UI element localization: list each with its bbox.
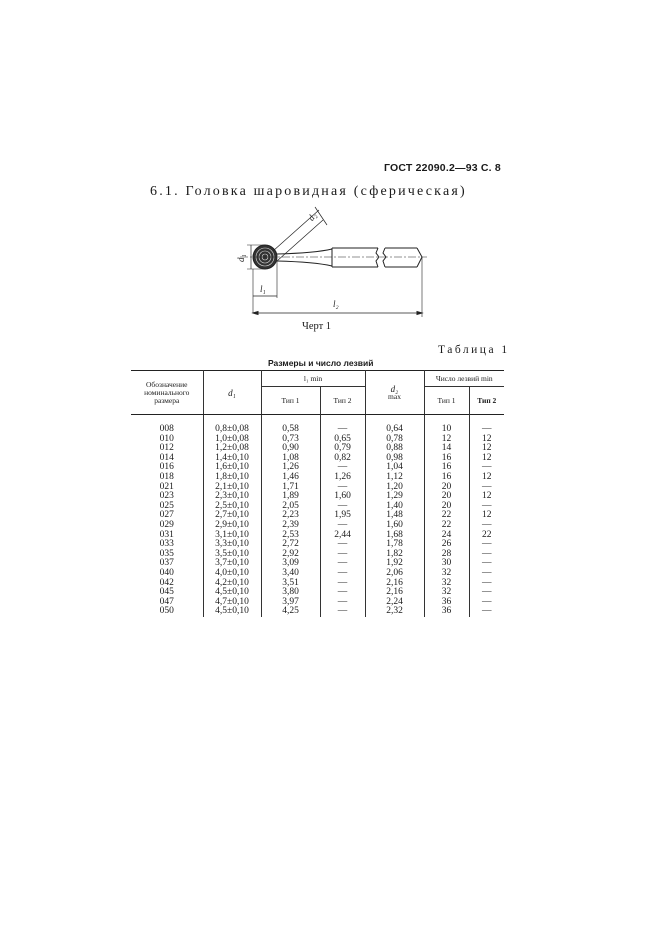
cell-designation: 014: [159, 452, 174, 463]
cell-l1-type1: 3,40: [261, 569, 320, 579]
cell-blades-type2: —: [469, 579, 504, 589]
cell-blades-type1: 22: [424, 521, 469, 531]
cell-designation: 016: [159, 462, 174, 473]
cell-d1: 4,7±0,10: [203, 598, 261, 608]
cell-l1-type2: —: [320, 521, 365, 531]
cell-l1-type1: 1,08: [261, 454, 320, 464]
cell-l1-type2: —: [320, 588, 365, 598]
cell-d2-max: 2,32: [365, 607, 424, 617]
label-l1: l₁: [260, 284, 266, 294]
label-l2: l₂: [333, 299, 339, 309]
cell-d2-max: 1,40: [365, 502, 424, 512]
cell-d1: 4,5±0,10: [203, 607, 261, 617]
table-title: Размеры и число лезвий: [268, 358, 374, 368]
page-header: ГОСТ 22090.2—93 С. 8: [384, 162, 501, 174]
spherical-head-drawing: [215, 205, 430, 330]
cell-designation: 035: [159, 548, 174, 559]
cell-blades-type2: —: [469, 607, 504, 617]
cell-l1-type1: 4,25: [261, 607, 320, 617]
cell-d2-max: 2,06: [365, 569, 424, 579]
header-l1-type2: Тип 2: [320, 387, 365, 415]
cell-l1-type1: 2,23: [261, 511, 320, 521]
cell-d2-max: 1,60: [365, 521, 424, 531]
cell-blades-type1: 32: [424, 569, 469, 579]
cell-designation: 029: [159, 519, 174, 530]
cell-d1: 0,8±0,08: [203, 425, 261, 435]
cell-blades-type1: 26: [424, 540, 469, 550]
cell-blades-type2: 12: [469, 454, 504, 464]
cell-d2-max: 2,24: [365, 598, 424, 608]
cell-designation: 037: [159, 558, 174, 569]
cell-d2-max: 0,88: [365, 444, 424, 454]
cell-l1-type1: 2,53: [261, 531, 320, 541]
cell-l1-type2: —: [320, 483, 365, 493]
cell-l1-type1: 2,92: [261, 550, 320, 560]
cell-designation: 031: [159, 529, 174, 540]
cell-d1: 3,7±0,10: [203, 559, 261, 569]
header-l1-group: l₁ min: [261, 371, 365, 387]
cell-d1: 1,8±0,10: [203, 473, 261, 483]
cell-blades-type2: —: [469, 521, 504, 531]
cell-l1-type2: —: [320, 598, 365, 608]
cell-d2-max: 0,64: [365, 425, 424, 435]
cell-l1-type2: 1,95: [320, 511, 365, 521]
header-designation: Обозначение номинального размера: [131, 371, 203, 415]
cell-blades-type2: —: [469, 588, 504, 598]
header-blades-type1: Тип 1: [424, 387, 469, 415]
cell-blades-type1: 20: [424, 502, 469, 512]
cell-d2-max: 1,04: [365, 463, 424, 473]
cell-d1: 3,3±0,10: [203, 540, 261, 550]
cell-l1-type1: 2,05: [261, 502, 320, 512]
cell-blades-type1: 32: [424, 588, 469, 598]
cell-l1-type1: 0,58: [261, 425, 320, 435]
cell-blades-type1: 36: [424, 607, 469, 617]
table-row: [131, 607, 504, 617]
cell-blades-type1: 36: [424, 598, 469, 608]
cell-blades-type2: 12: [469, 492, 504, 502]
cell-d2-max: 1,68: [365, 531, 424, 541]
cell-d2-max: 1,20: [365, 483, 424, 493]
cell-l1-type2: —: [320, 425, 365, 435]
cell-blades-type2: 12: [469, 435, 504, 445]
table-number: Таблица 1: [438, 344, 510, 356]
cell-blades-type1: 28: [424, 550, 469, 560]
cell-l1-type2: 1,60: [320, 492, 365, 502]
cell-d1: 2,5±0,10: [203, 502, 261, 512]
cell-designation: 050: [159, 606, 174, 617]
header-d2-max: max: [388, 391, 401, 401]
cell-d1: 3,1±0,10: [203, 531, 261, 541]
cell-blades-type1: 14: [424, 444, 469, 454]
cell-blades-type1: 22: [424, 511, 469, 521]
cell-l1-type2: —: [320, 540, 365, 550]
cell-blades-type1: 16: [424, 454, 469, 464]
cell-blades-type2: —: [469, 502, 504, 512]
cell-blades-type1: 10: [424, 425, 469, 435]
cell-d2-max: 1,82: [365, 550, 424, 560]
cell-l1-type2: 0,65: [320, 435, 365, 445]
header-d2: [365, 371, 424, 415]
dimensions-table: [131, 370, 504, 617]
cell-blades-type2: —: [469, 569, 504, 579]
cell-designation: 045: [159, 587, 174, 598]
cell-blades-type2: 22: [469, 531, 504, 541]
cell-designation: 027: [159, 510, 174, 521]
cell-blades-type1: 16: [424, 463, 469, 473]
cell-l1-type1: 3,51: [261, 579, 320, 589]
cell-l1-type2: —: [320, 550, 365, 560]
cell-l1-type1: 3,80: [261, 588, 320, 598]
cell-l1-type2: —: [320, 569, 365, 579]
cell-blades-type2: —: [469, 598, 504, 608]
cell-blades-type1: 20: [424, 483, 469, 493]
cell-blades-type2: —: [469, 483, 504, 493]
cell-l1-type1: 1,71: [261, 483, 320, 493]
header-l1-type1: Тип 1: [261, 387, 320, 415]
cell-blades-type2: 12: [469, 473, 504, 483]
label-d1: d₁: [236, 254, 246, 262]
cell-blades-type1: 12: [424, 435, 469, 445]
cell-designation: 033: [159, 539, 174, 550]
cell-d2-max: 1,12: [365, 473, 424, 483]
cell-l1-type1: 3,97: [261, 598, 320, 608]
cell-d1: 2,3±0,10: [203, 492, 261, 502]
cell-l1-type1: 3,09: [261, 559, 320, 569]
cell-blades-type1: 16: [424, 473, 469, 483]
cell-blades-type1: 24: [424, 531, 469, 541]
cell-blades-type2: —: [469, 540, 504, 550]
cell-d1: 1,6±0,10: [203, 463, 261, 473]
cell-d2-max: 1,92: [365, 559, 424, 569]
section-title: 6.1. Головка шаровидная (сферическая): [150, 184, 467, 199]
cell-blades-type1: 20: [424, 492, 469, 502]
cell-d1: 4,2±0,10: [203, 579, 261, 589]
cell-blades-type2: —: [469, 550, 504, 560]
cell-d1: 2,9±0,10: [203, 521, 261, 531]
header-blades-type2: Тип 2: [469, 387, 504, 415]
header-d1: d₁: [203, 371, 261, 415]
cell-blades-type2: —: [469, 425, 504, 435]
cell-l1-type2: —: [320, 559, 365, 569]
cell-l1-type2: 1,26: [320, 473, 365, 483]
cell-l1-type2: —: [320, 579, 365, 589]
cell-designation: 025: [159, 500, 174, 511]
cell-d1: 4,5±0,10: [203, 588, 261, 598]
cell-blades-type2: 12: [469, 444, 504, 454]
cell-designation: 010: [159, 433, 174, 444]
cell-designation: 040: [159, 567, 174, 578]
cell-l1-type1: 0,90: [261, 444, 320, 454]
cell-l1-type1: 1,89: [261, 492, 320, 502]
cell-d1: 3,5±0,10: [203, 550, 261, 560]
cell-d2-max: 0,98: [365, 454, 424, 464]
cell-d2-max: 2,16: [365, 588, 424, 598]
cell-designation: 018: [159, 471, 174, 482]
cell-l1-type1: 1,46: [261, 473, 320, 483]
cell-l1-type1: 1,26: [261, 463, 320, 473]
label-d2: d₂: [305, 210, 319, 223]
cell-d2-max: 1,29: [365, 492, 424, 502]
cell-blades-type1: 32: [424, 579, 469, 589]
cell-d1: 1,2±0,08: [203, 444, 261, 454]
cell-designation: 042: [159, 577, 174, 588]
cell-blades-type2: —: [469, 463, 504, 473]
cell-d2-max: 1,48: [365, 511, 424, 521]
cell-l1-type2: —: [320, 607, 365, 617]
figure-caption: Черт 1: [302, 321, 332, 332]
cell-d2-max: 0,78: [365, 435, 424, 445]
cell-d1: 1,4±0,10: [203, 454, 261, 464]
cell-designation: 047: [159, 596, 174, 607]
cell-l1-type2: 2,44: [320, 531, 365, 541]
cell-d2-max: 2,16: [365, 579, 424, 589]
cell-d1: 2,1±0,10: [203, 483, 261, 493]
cell-l1-type2: —: [320, 463, 365, 473]
cell-l1-type1: 2,39: [261, 521, 320, 531]
cell-blades-type2: —: [469, 559, 504, 569]
cell-l1-type2: 0,79: [320, 444, 365, 454]
cell-blades-type2: 12: [469, 511, 504, 521]
cell-d2-max: 1,78: [365, 540, 424, 550]
cell-designation: 021: [159, 481, 174, 492]
cell-designation: 023: [159, 491, 174, 502]
cell-d1: 2,7±0,10: [203, 511, 261, 521]
cell-l1-type1: 0,73: [261, 435, 320, 445]
cell-d1: 4,0±0,10: [203, 569, 261, 579]
cell-blades-type1: 30: [424, 559, 469, 569]
cell-designation: 008: [159, 424, 174, 434]
cell-l1-type2: —: [320, 502, 365, 512]
cell-d1: 1,0±0,08: [203, 435, 261, 445]
header-blades-group: Число лезвий min: [424, 371, 504, 387]
cell-designation: 012: [159, 443, 174, 454]
header-d2-symbol: d₂: [390, 383, 399, 394]
cell-l1-type2: 0,82: [320, 454, 365, 464]
cell-l1-type1: 2,72: [261, 540, 320, 550]
